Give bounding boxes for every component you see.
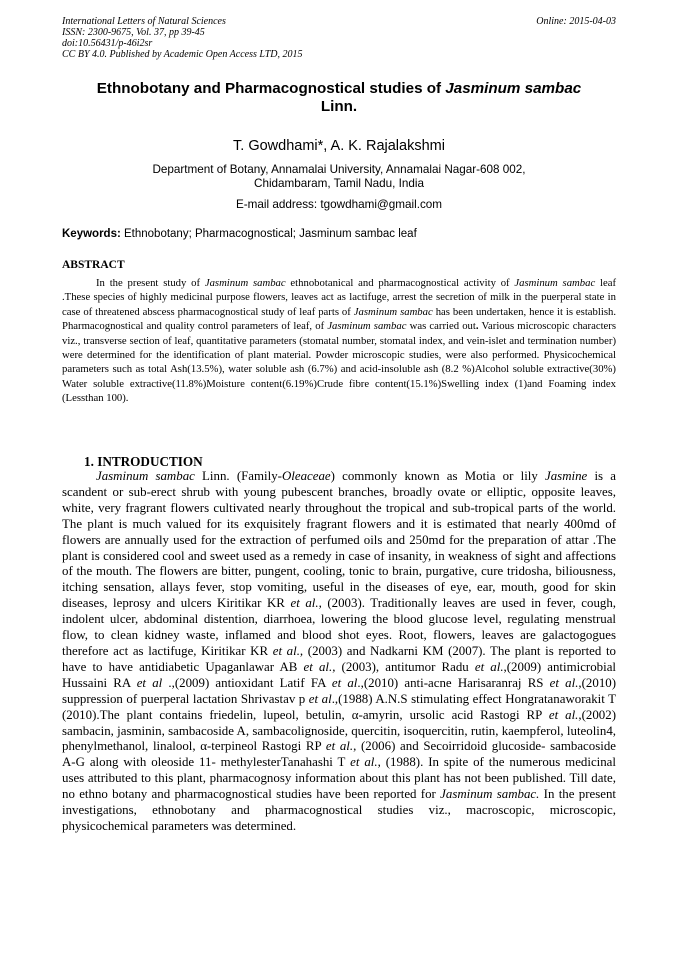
title-species: Jasminum sambac [445,80,582,97]
online-date: Online: 2015-04-03 [536,16,616,27]
abstract-body: In the present study of Jasminum sambac ethnobotanical and pharmacognostical activity of Jasminum sambac leaf .These species of highly medicinal purpose flowers, leaves act as lactifuge, arrest the secretion of milk in the puerperal state in case of threatened abscess pharmacognostical study of leaf parts of Jasminum sambac has been undertaken, hence it is establish. Pharmacognostical and quality control parameters of leaf, of Jasminum sambac was carried out. Various microscopic characters viz., transverse section of leaf, quantitative parameters (stomatal number, stomatal index, and vein-islet and termination number) were determined for the identification of plant material. Powder microscopic studies, were also performed. Physicochemical parameters such as total Ash(13.5%), water soluble ash (6.7%) and acid-insoluble ash (8.2 %)Alcohol soluble extractive(30%) Water soluble extractive(11.8%)Moisture content(6.19%)Crude fibre content(15.1%)Swelling index (1)and Foaming index (Lessthan 100). [62,277,617,405]
introduction-heading: 1. INTRODUCTION [84,454,203,469]
keywords [62,228,616,240]
paper-title: Ethnobotany and Pharmacognostical studies of Jasminum sambac Linn. [96,80,582,115]
license-line: CC BY 4.0. Published by Academic Open Access LTD, 2015 [62,49,303,60]
authors: T. Gowdhami*, A. K. Rajalakshmi [233,138,445,154]
keywords-text: Ethnobotany; Pharmacognostical; Jasminum sambac leaf [124,228,417,240]
abstract-heading: ABSTRACT [62,259,125,271]
issn-line: ISSN: 2300-9675, Vol. 37, pp 39-45 [62,27,205,38]
affiliation: Department of Botany, Annamalai University, Annamalai Nagar-608 002, Chidambaram, Tamil Nadu, India [152,163,526,190]
doi-line: doi:10.56431/p-46i2sr [62,38,153,49]
introduction-body: Jasminum sambac Linn. (Family-Oleaceae) commonly known as Motia or lily Jasmine is a scandent or sub-erect shrub with young pubescent branches, broadly ovate or elliptic, opposite leaves, white, very fragrant flowers cultivated nearly throughout the tropical and sub-tropical parts of the world. The plant is much valued for its exquisitely fragrant flowers and it is estimated that nearly 400md of flowers are annually used for the extraction of perfumed oils and 250md for the preparation of attar .The plant is considered cool and sweet used as a remedy in case of insanity, in weakness of sight and affections of the mouth. The flowers are bitter, pungent, cooling, tonic to brain, purgative, cure tridosha, biliousness, itching sensation, allays fever, stop vomiting, useful in the diseases of eye, ear, mouth, good for skin diseases, leprosy and ulcers Kiritikar KR et al., (2003). Traditionally leaves are used in fever, cough, indolent ulcer, abdominal distention, diarrhoea, lowering the blood glucose level, regulating menstrual flow, to clean kidney waste, inflamed and blood shot eyes. Root, flowers, leaves are galactogogues therefore act as lactifuge, Kiritikar KR et al., (2003) and Nadkarni KM (2007). The plant is reported to have to have antidiabetic Upaganlawar AB et al., (2003), antitumor Radu et al.,(2009) antimicrobial Hussaini RA et al .,(2009) antioxidant Latif FA et al.,(2010) anti-acne Harisaranraj RS et al.,(2010) suppression of puerperal lactation Shrivastav p et al.,(1988) A.N.S stimulating effect Hongratanaworakit T (2010).The plant contains friedelin, lupeol, betulin, α-amyrin, ursolic acid Rastogi RP et al.,(2002) sambacin, jasminin, sambacoside A, sambacolignoside, quercitin, isoquercitin, rutin, kaempferol, luteolin4, phenylmethanol, linalool, α-terpineol Rastogi RP et al., (2006) and Secoirridoid glucoside- sambacoside A-G along with oleoside 11- methylesterTanahashi T et al., (1988). In spite of the numerous medicinal uses attributed to this plant, pharmacognosy information about this plant has not been published. Till date, no ethno botany and pharmacognostical studies have been reported for Jasminum sambac. In the present investigations, ethnobotany and pharmacognostical studies viz., macroscopic, microscopic, physicochemical parameters was determined. [62,469,617,833]
journal-header [62,16,616,60]
journal-name: International Letters of Natural Sciences [62,16,226,27]
keywords-label: Keywords: [62,228,121,240]
email-address: E-mail address: tgowdhami@gmail.com [235,198,443,211]
